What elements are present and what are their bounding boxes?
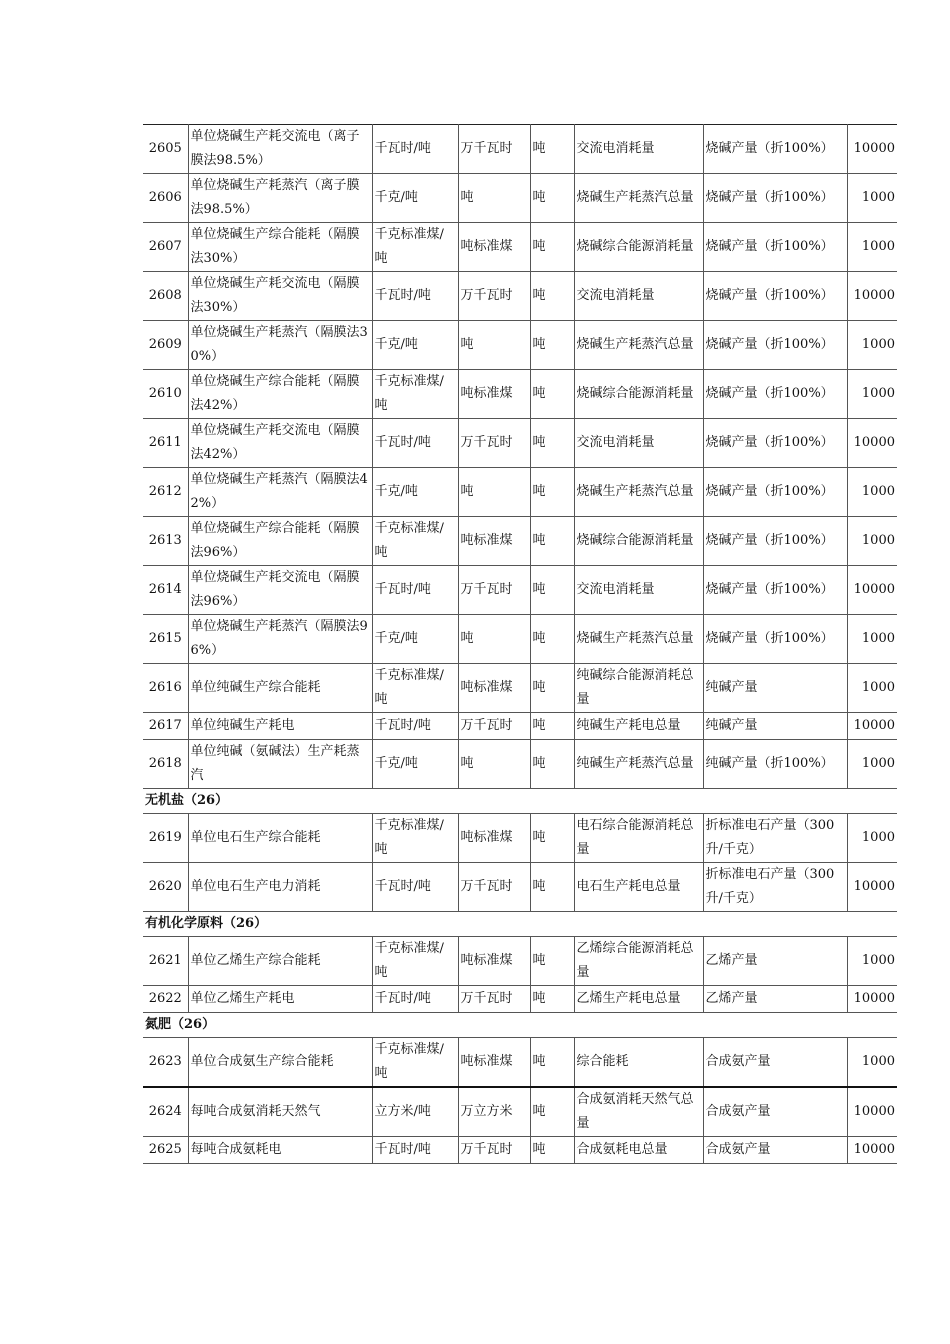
table-row [143,468,897,517]
unit-cell: 千瓦时/吨 [372,713,458,740]
base-unit-cell: 吨 [530,174,574,223]
denominator-cell: 乙烯产量 [703,937,847,986]
factor-cell: 10000 [847,863,897,912]
denominator-cell: 烧碱产量（折100%） [703,566,847,615]
indicator-table [143,124,897,1164]
code-cell: 2607 [143,223,188,272]
denominator-cell: 烧碱产量（折100%） [703,517,847,566]
factor-cell: 1000 [847,174,897,223]
code-cell: 2610 [143,370,188,419]
numerator-cell: 烧碱综合能源消耗量 [574,370,703,419]
aggregate-unit-cell: 万千瓦时 [458,713,530,740]
table-row [143,863,897,912]
code-cell: 2608 [143,272,188,321]
name-cell: 单位烧碱生产耗蒸汽（隔膜法42%） [188,468,372,517]
aggregate-unit-cell: 吨 [458,468,530,517]
aggregate-unit-cell: 吨 [458,174,530,223]
denominator-cell: 烧碱产量（折100%） [703,174,847,223]
base-unit-cell: 吨 [530,272,574,321]
code-cell: 2618 [143,740,188,789]
code-cell: 2617 [143,713,188,740]
code-cell: 2619 [143,814,188,863]
denominator-cell: 纯碱产量 [703,713,847,740]
code-cell: 2624 [143,1087,188,1137]
table-row [143,125,897,174]
name-cell: 单位乙烯生产耗电 [188,986,372,1013]
aggregate-unit-cell: 吨标准煤 [458,937,530,986]
base-unit-cell: 吨 [530,1087,574,1137]
numerator-cell: 烧碱综合能源消耗量 [574,517,703,566]
base-unit-cell: 吨 [530,1038,574,1088]
numerator-cell: 交流电消耗量 [574,125,703,174]
unit-cell: 千瓦时/吨 [372,125,458,174]
unit-cell: 千瓦时/吨 [372,566,458,615]
numerator-cell: 烧碱生产耗蒸汽总量 [574,615,703,664]
denominator-cell: 纯碱产量（折100%） [703,740,847,789]
denominator-cell: 合成氨产量 [703,1038,847,1088]
factor-cell: 1000 [847,664,897,713]
factor-cell: 10000 [847,986,897,1013]
aggregate-unit-cell: 万立方米 [458,1087,530,1137]
unit-cell: 千克/吨 [372,321,458,370]
table-row [143,986,897,1013]
code-cell: 2620 [143,863,188,912]
base-unit-cell: 吨 [530,814,574,863]
denominator-cell: 乙烯产量 [703,986,847,1013]
factor-cell: 10000 [847,1137,897,1164]
unit-cell: 千克/吨 [372,615,458,664]
factor-cell: 1000 [847,517,897,566]
factor-cell: 1000 [847,468,897,517]
name-cell: 每吨合成氨耗电 [188,1137,372,1164]
factor-cell: 1000 [847,1038,897,1088]
name-cell: 单位烧碱生产耗蒸汽（隔膜法30%） [188,321,372,370]
name-cell: 单位烧碱生产综合能耗（隔膜法96%） [188,517,372,566]
base-unit-cell: 吨 [530,223,574,272]
aggregate-unit-cell: 吨标准煤 [458,664,530,713]
name-cell: 单位合成氨生产综合能耗 [188,1038,372,1088]
aggregate-unit-cell: 吨标准煤 [458,814,530,863]
numerator-cell: 综合能耗 [574,1038,703,1088]
table-row [143,615,897,664]
factor-cell: 1000 [847,814,897,863]
denominator-cell: 合成氨产量 [703,1137,847,1164]
factor-cell: 1000 [847,740,897,789]
base-unit-cell: 吨 [530,863,574,912]
unit-cell: 千克/吨 [372,468,458,517]
code-cell: 2622 [143,986,188,1013]
numerator-cell: 烧碱综合能源消耗量 [574,223,703,272]
unit-cell: 千克标准煤/吨 [372,223,458,272]
table-row [143,370,897,419]
name-cell: 单位烧碱生产耗蒸汽（离子膜法98.5%） [188,174,372,223]
factor-cell: 1000 [847,937,897,986]
name-cell: 单位纯碱（氨碱法）生产耗蒸汽 [188,740,372,789]
unit-cell: 千瓦时/吨 [372,986,458,1013]
base-unit-cell: 吨 [530,1137,574,1164]
table-row [143,713,897,740]
table-row [143,174,897,223]
name-cell: 单位电石生产电力消耗 [188,863,372,912]
table-row [143,517,897,566]
factor-cell: 1000 [847,370,897,419]
name-cell: 单位烧碱生产耗交流电（隔膜法42%） [188,419,372,468]
numerator-cell: 交流电消耗量 [574,566,703,615]
denominator-cell: 烧碱产量（折100%） [703,615,847,664]
denominator-cell: 折标准电石产量（300升/千克） [703,863,847,912]
unit-cell: 千克标准煤/吨 [372,1038,458,1088]
code-cell: 2612 [143,468,188,517]
table-row [143,1087,897,1137]
unit-cell: 千瓦时/吨 [372,1137,458,1164]
denominator-cell: 纯碱产量 [703,664,847,713]
aggregate-unit-cell: 吨标准煤 [458,517,530,566]
base-unit-cell: 吨 [530,517,574,566]
denominator-cell: 烧碱产量（折100%） [703,370,847,419]
code-cell: 2621 [143,937,188,986]
section-header-row [143,789,897,814]
code-cell: 2613 [143,517,188,566]
unit-cell: 千瓦时/吨 [372,863,458,912]
table-row [143,1038,897,1088]
aggregate-unit-cell: 万千瓦时 [458,863,530,912]
aggregate-unit-cell: 吨标准煤 [458,1038,530,1088]
code-cell: 2605 [143,125,188,174]
unit-cell: 千克标准煤/吨 [372,814,458,863]
name-cell: 单位烧碱生产耗蒸汽（隔膜法96%） [188,615,372,664]
unit-cell: 千瓦时/吨 [372,419,458,468]
code-cell: 2616 [143,664,188,713]
base-unit-cell: 吨 [530,615,574,664]
factor-cell: 10000 [847,566,897,615]
unit-cell: 立方米/吨 [372,1087,458,1137]
factor-cell: 1000 [847,321,897,370]
name-cell: 单位乙烯生产综合能耗 [188,937,372,986]
section-header-row [143,1013,897,1038]
numerator-cell: 合成氨消耗天然气总量 [574,1087,703,1137]
name-cell: 单位烧碱生产综合能耗（隔膜法30%） [188,223,372,272]
base-unit-cell: 吨 [530,468,574,517]
unit-cell: 千克/吨 [372,740,458,789]
table-row [143,223,897,272]
denominator-cell: 烧碱产量（折100%） [703,468,847,517]
name-cell: 单位烧碱生产耗交流电（隔膜法30%） [188,272,372,321]
table-row [143,740,897,789]
numerator-cell: 烧碱生产耗蒸汽总量 [574,174,703,223]
numerator-cell: 乙烯生产耗电总量 [574,986,703,1013]
table-row [143,566,897,615]
code-cell: 2625 [143,1137,188,1164]
numerator-cell: 纯碱生产耗电总量 [574,713,703,740]
denominator-cell: 烧碱产量（折100%） [703,321,847,370]
numerator-cell: 交流电消耗量 [574,272,703,321]
aggregate-unit-cell: 万千瓦时 [458,1137,530,1164]
code-cell: 2609 [143,321,188,370]
denominator-cell: 合成氨产量 [703,1087,847,1137]
name-cell: 单位烧碱生产综合能耗（隔膜法42%） [188,370,372,419]
factor-cell: 10000 [847,419,897,468]
factor-cell: 10000 [847,125,897,174]
table-row [143,937,897,986]
unit-cell: 千克/吨 [372,174,458,223]
aggregate-unit-cell: 万千瓦时 [458,419,530,468]
denominator-cell: 烧碱产量（折100%） [703,272,847,321]
table-row [143,272,897,321]
name-cell: 单位纯碱生产综合能耗 [188,664,372,713]
name-cell: 单位烧碱生产耗交流电（离子膜法98.5%） [188,125,372,174]
base-unit-cell: 吨 [530,986,574,1013]
unit-cell: 千克标准煤/吨 [372,937,458,986]
section-title: 无机盐（26） [143,789,897,814]
aggregate-unit-cell: 吨标准煤 [458,223,530,272]
factor-cell: 10000 [847,272,897,321]
table-row [143,321,897,370]
aggregate-unit-cell: 吨标准煤 [458,370,530,419]
denominator-cell: 折标准电石产量（300升/千克） [703,814,847,863]
name-cell: 单位烧碱生产耗交流电（隔膜法96%） [188,566,372,615]
aggregate-unit-cell: 万千瓦时 [458,566,530,615]
base-unit-cell: 吨 [530,566,574,615]
unit-cell: 千瓦时/吨 [372,272,458,321]
base-unit-cell: 吨 [530,321,574,370]
factor-cell: 10000 [847,713,897,740]
numerator-cell: 电石综合能源消耗总量 [574,814,703,863]
aggregate-unit-cell: 吨 [458,321,530,370]
numerator-cell: 烧碱生产耗蒸汽总量 [574,321,703,370]
base-unit-cell: 吨 [530,125,574,174]
base-unit-cell: 吨 [530,713,574,740]
name-cell: 单位电石生产综合能耗 [188,814,372,863]
base-unit-cell: 吨 [530,419,574,468]
factor-cell: 1000 [847,223,897,272]
table-row [143,419,897,468]
denominator-cell: 烧碱产量（折100%） [703,223,847,272]
unit-cell: 千克标准煤/吨 [372,370,458,419]
code-cell: 2623 [143,1038,188,1088]
numerator-cell: 纯碱综合能源消耗总量 [574,664,703,713]
table-row [143,1137,897,1164]
factor-cell: 1000 [847,615,897,664]
unit-cell: 千克标准煤/吨 [372,517,458,566]
section-title: 有机化学原料（26） [143,912,897,937]
aggregate-unit-cell: 吨 [458,740,530,789]
table-row [143,664,897,713]
base-unit-cell: 吨 [530,937,574,986]
code-cell: 2615 [143,615,188,664]
numerator-cell: 烧碱生产耗蒸汽总量 [574,468,703,517]
aggregate-unit-cell: 万千瓦时 [458,986,530,1013]
numerator-cell: 交流电消耗量 [574,419,703,468]
section-title: 氮肥（26） [143,1013,897,1038]
numerator-cell: 合成氨耗电总量 [574,1137,703,1164]
denominator-cell: 烧碱产量（折100%） [703,419,847,468]
numerator-cell: 电石生产耗电总量 [574,863,703,912]
name-cell: 每吨合成氨消耗天然气 [188,1087,372,1137]
base-unit-cell: 吨 [530,740,574,789]
unit-cell: 千克标准煤/吨 [372,664,458,713]
name-cell: 单位纯碱生产耗电 [188,713,372,740]
factor-cell: 10000 [847,1087,897,1137]
table-row [143,814,897,863]
base-unit-cell: 吨 [530,370,574,419]
numerator-cell: 乙烯综合能源消耗总量 [574,937,703,986]
code-cell: 2611 [143,419,188,468]
section-header-row [143,912,897,937]
denominator-cell: 烧碱产量（折100%） [703,125,847,174]
aggregate-unit-cell: 万千瓦时 [458,272,530,321]
code-cell: 2606 [143,174,188,223]
aggregate-unit-cell: 吨 [458,615,530,664]
base-unit-cell: 吨 [530,664,574,713]
code-cell: 2614 [143,566,188,615]
numerator-cell: 纯碱生产耗蒸汽总量 [574,740,703,789]
aggregate-unit-cell: 万千瓦时 [458,125,530,174]
